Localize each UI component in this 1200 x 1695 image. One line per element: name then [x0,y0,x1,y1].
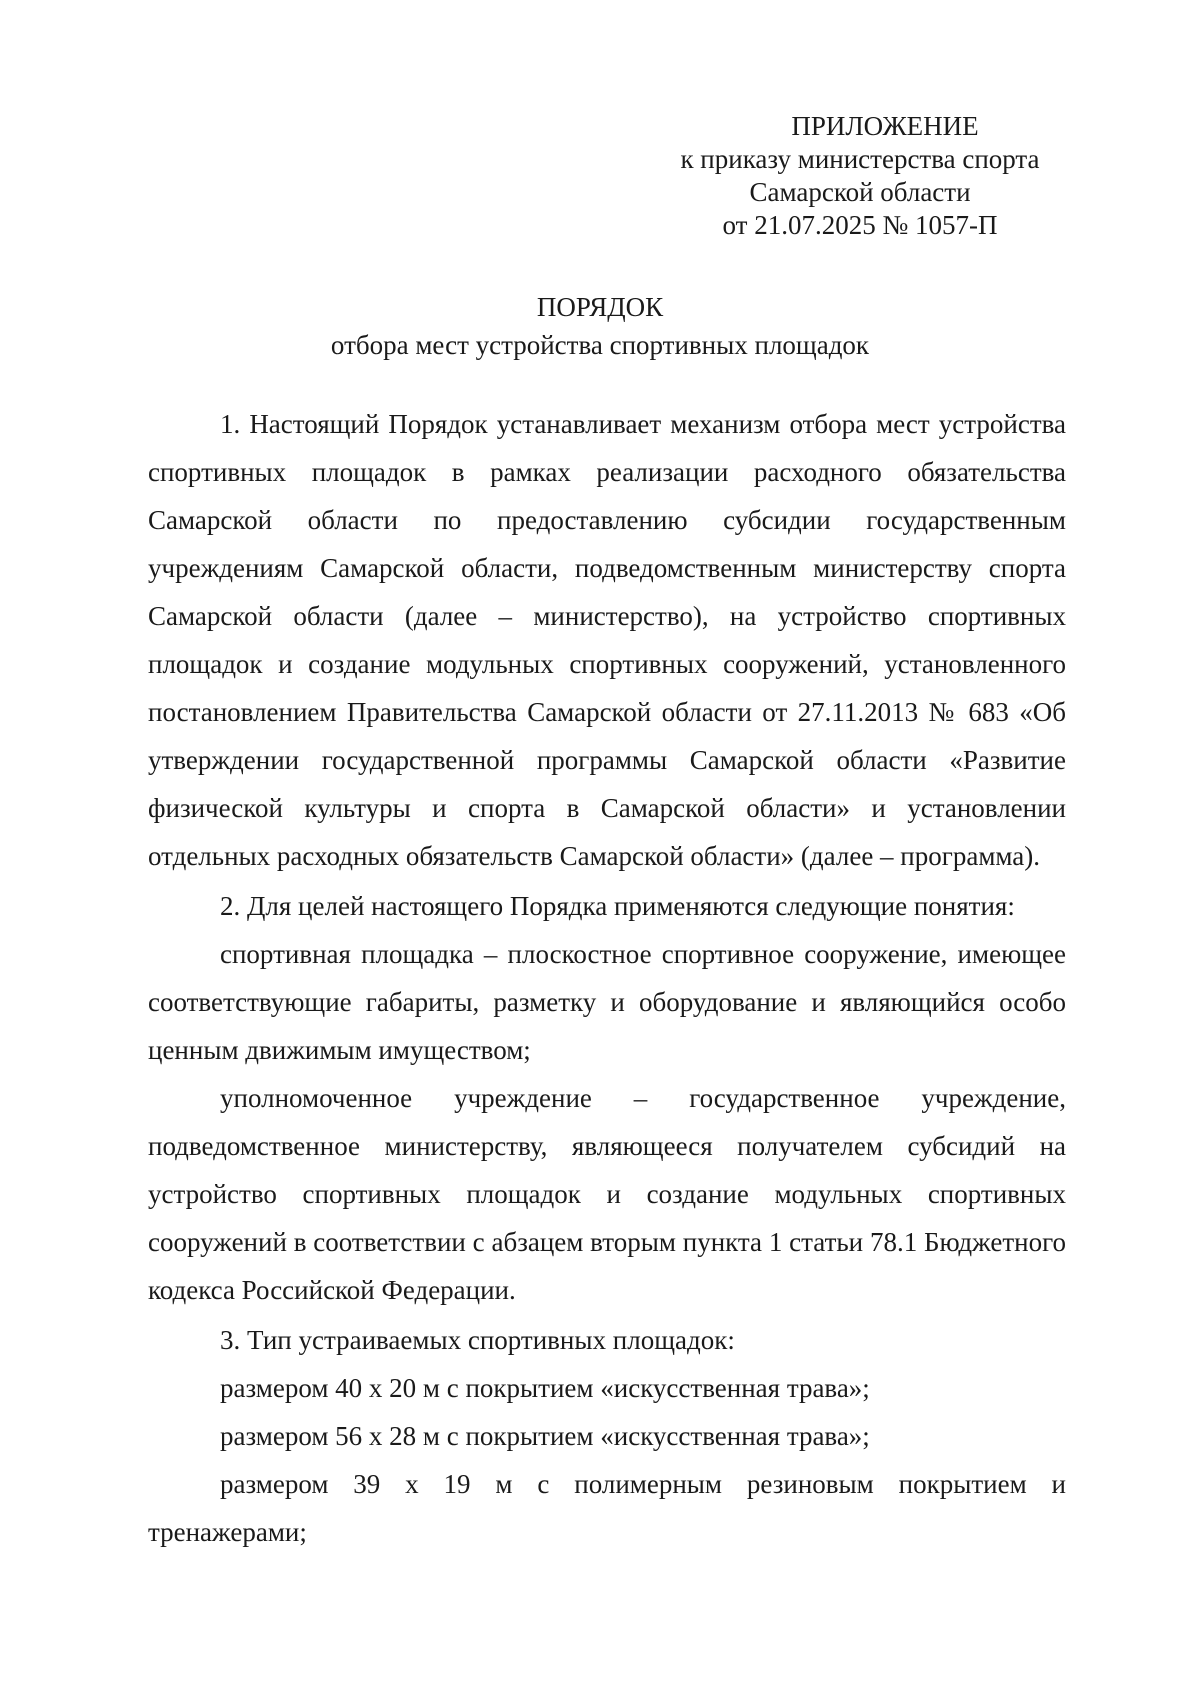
document-title: ПОРЯДОК [536,292,664,322]
document-body [148,400,1066,1556]
appendix-line-date-number: от 21.07.2025 № 1057-П [722,210,998,240]
paragraph-2: 2. Для целей настоящего Порядка применяются следующие понятия: [220,891,1015,921]
list-item-size-39x19: размером 39 x 19 м с полимерным резиновым покрытием и тренажерами; [148,1469,1066,1547]
document-subtitle: отбора мест устройства спортивных площадок [330,330,870,360]
paragraph-1: 1. Настоящий Порядок устанавливает механизм отбора мест устройства спортивных площадок в рамках реализации расходного обязательства Самарской области по предоставлению субсидии государственным учреждениям Самарской области, подведомственным министерству спорта Самарской области (далее – министерство), на устройство спортивных площадок и создание модульных спортивных сооружений, установленного постановлением Правительства Самарской области от 27.11.2013 № 683 «Об утверждении государственной программы Самарской области «Развитие физической культуры и спорта в Самарской области» и установлении отдельных расходных обязательств Самарской области» (далее – программа). [148,409,1066,871]
appendix-line-region: Самарской области [749,177,971,207]
paragraph-3: 3. Тип устраиваемых спортивных площадок: [220,1325,735,1355]
document-heading [200,288,1000,364]
definition-sports-ground: спортивная площадка – плоскостное спортивное сооружение, имеющее соответствующие габариты, разметку и оборудование и являющийся особо ценным движимым имуществом; [148,939,1066,1065]
appendix-line-order: к приказу министерства спорта [680,144,1040,174]
appendix-block [640,110,1080,242]
list-item-size-56x28: размером 56 x 28 м с покрытием «искусственная трава»; [220,1421,870,1451]
definition-authorized-institution: уполномоченное учреждение – государственное учреждение, подведомственное министерству, являющееся получателем субсидий на устройство спортивных площадок и создание модульных спортивных сооружений в соответствии с абзацем вторым пункта 1 статьи 78.1 Бюджетного кодекса Российской Федерации. [148,1083,1066,1305]
appendix-title: ПРИЛОЖЕНИЕ [791,111,979,141]
list-item-size-40x20: размером 40 x 20 м с покрытием «искусственная трава»; [220,1373,870,1403]
